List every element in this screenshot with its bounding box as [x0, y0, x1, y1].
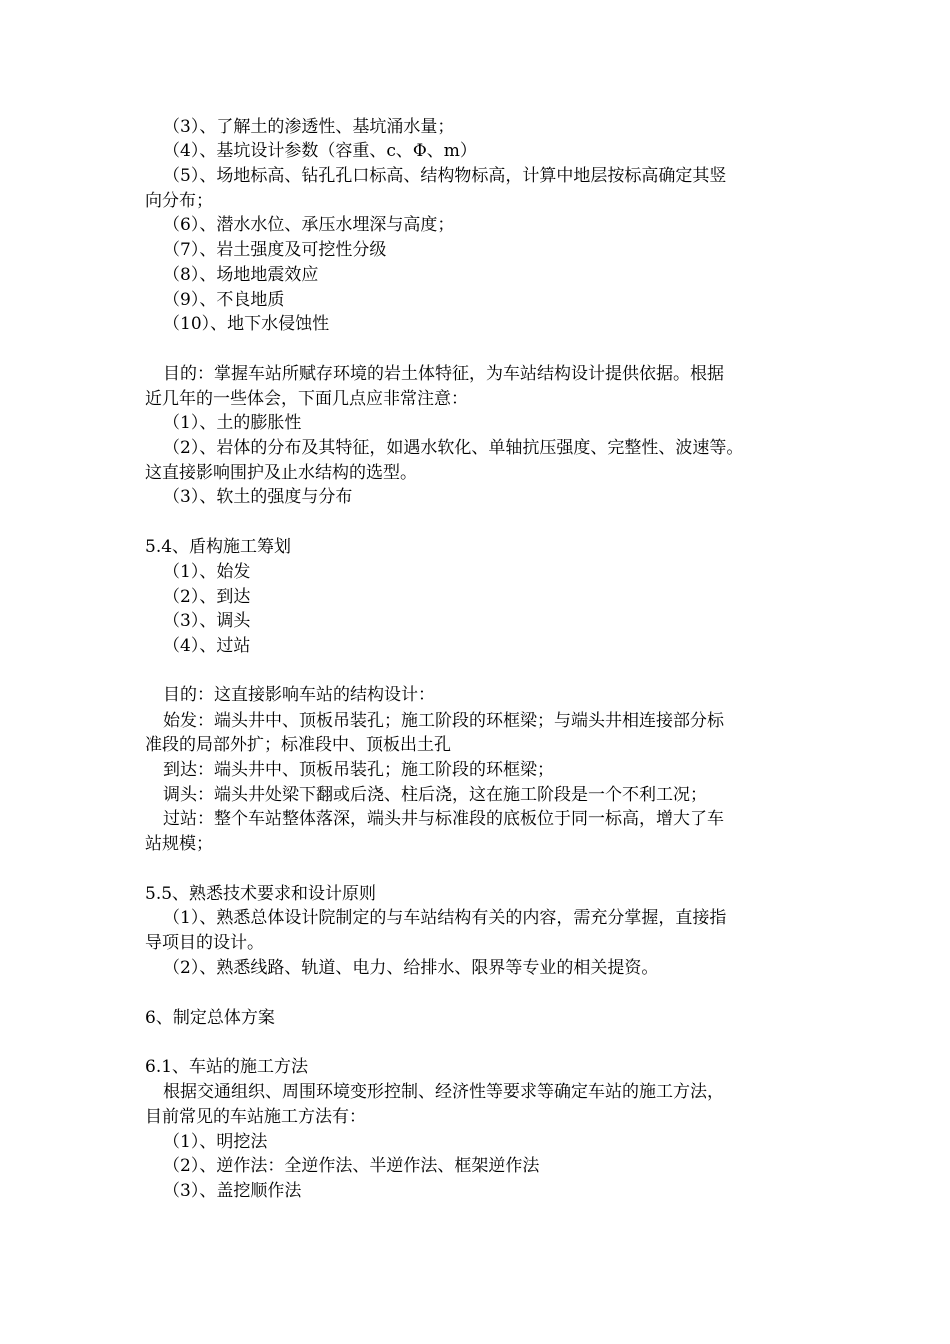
text-line: （4）、基坑设计参数（容重、c、Φ、m）	[163, 141, 477, 161]
text-line: （1）、土的膨胀性	[163, 413, 302, 433]
text-line: （10）、地下水侵蚀性	[163, 314, 330, 334]
text-line: （7）、岩土强度及可挖性分级	[163, 240, 387, 260]
text-line: （3）、软土的强度与分布	[163, 487, 353, 507]
text-line: （2）、岩体的分布及其特征，如遇水软化、单轴抗压强度、完整性、波速等。	[163, 438, 744, 458]
text-line: 站规模；	[145, 834, 213, 854]
section-heading: 6、制定总体方案	[145, 1008, 275, 1028]
text-line: （3）、调头	[163, 611, 251, 631]
text-line: 近几年的一些体会，下面几点应非常注意：	[145, 389, 468, 409]
section-heading: 5.4、盾构施工筹划	[145, 537, 292, 557]
text-line: （2）、熟悉线路、轨道、电力、给排水、限界等专业的相关提资。	[163, 958, 659, 978]
text-line: （2）、到达	[163, 587, 251, 607]
text-line: 调头：端头井处梁下翻或后浇、柱后浇，这在施工阶段是一个不利工况；	[163, 785, 707, 805]
text-line: 根据交通组织、周围环境变形控制、经济性等要求等确定车站的施工方法，	[163, 1082, 724, 1102]
text-line: （6）、潜水水位、承压水埋深与高度；	[163, 215, 455, 235]
text-line: 到达：端头井中、顶板吊装孔；施工阶段的环框梁；	[163, 760, 554, 780]
text-line: 这直接影响围护及止水结构的选型。	[145, 463, 417, 483]
text-line: （4）、过站	[163, 636, 251, 656]
text-line: （9）、不良地质	[163, 290, 285, 310]
text-line: （3）、盖挖顺作法	[163, 1181, 302, 1201]
text-line: 目的：掌握车站所赋存环境的岩土体特征，为车站结构设计提供依据。根据	[163, 364, 724, 384]
text-line: 目前常见的车站施工方法有：	[145, 1107, 366, 1127]
text-line: （2）、逆作法：全逆作法、半逆作法、框架逆作法	[163, 1156, 540, 1176]
text-line: 向分布；	[145, 191, 213, 211]
section-heading: 5.5、熟悉技术要求和设计原则	[145, 884, 377, 904]
text-line: （1）、始发	[163, 562, 251, 582]
text-line: 导项目的设计。	[145, 933, 264, 953]
text-line: （1）、明挖法	[163, 1132, 268, 1152]
text-line: 准段的局部外扩；标准段中、顶板出土孔	[145, 735, 451, 755]
text-line: 目的：这直接影响车站的结构设计：	[163, 685, 435, 705]
text-line: 过站：整个车站整体落深，端头井与标准段的底板位于同一标高，增大了车	[163, 809, 724, 829]
text-line: （3）、了解土的渗透性、基坑涌水量；	[163, 117, 455, 137]
text-line: （5）、场地标高、钻孔孔口标高、结构物标高，计算中地层按标高确定其竖	[163, 166, 727, 186]
text-line: （1）、熟悉总体设计院制定的与车站结构有关的内容，需充分掌握，直接指	[163, 908, 727, 928]
text-line: （8）、场地地震效应	[163, 265, 319, 285]
text-line: 始发：端头井中、顶板吊装孔；施工阶段的环框梁；与端头井相连接部分标	[163, 711, 724, 731]
section-heading: 6.1、车站的施工方法	[145, 1057, 309, 1077]
